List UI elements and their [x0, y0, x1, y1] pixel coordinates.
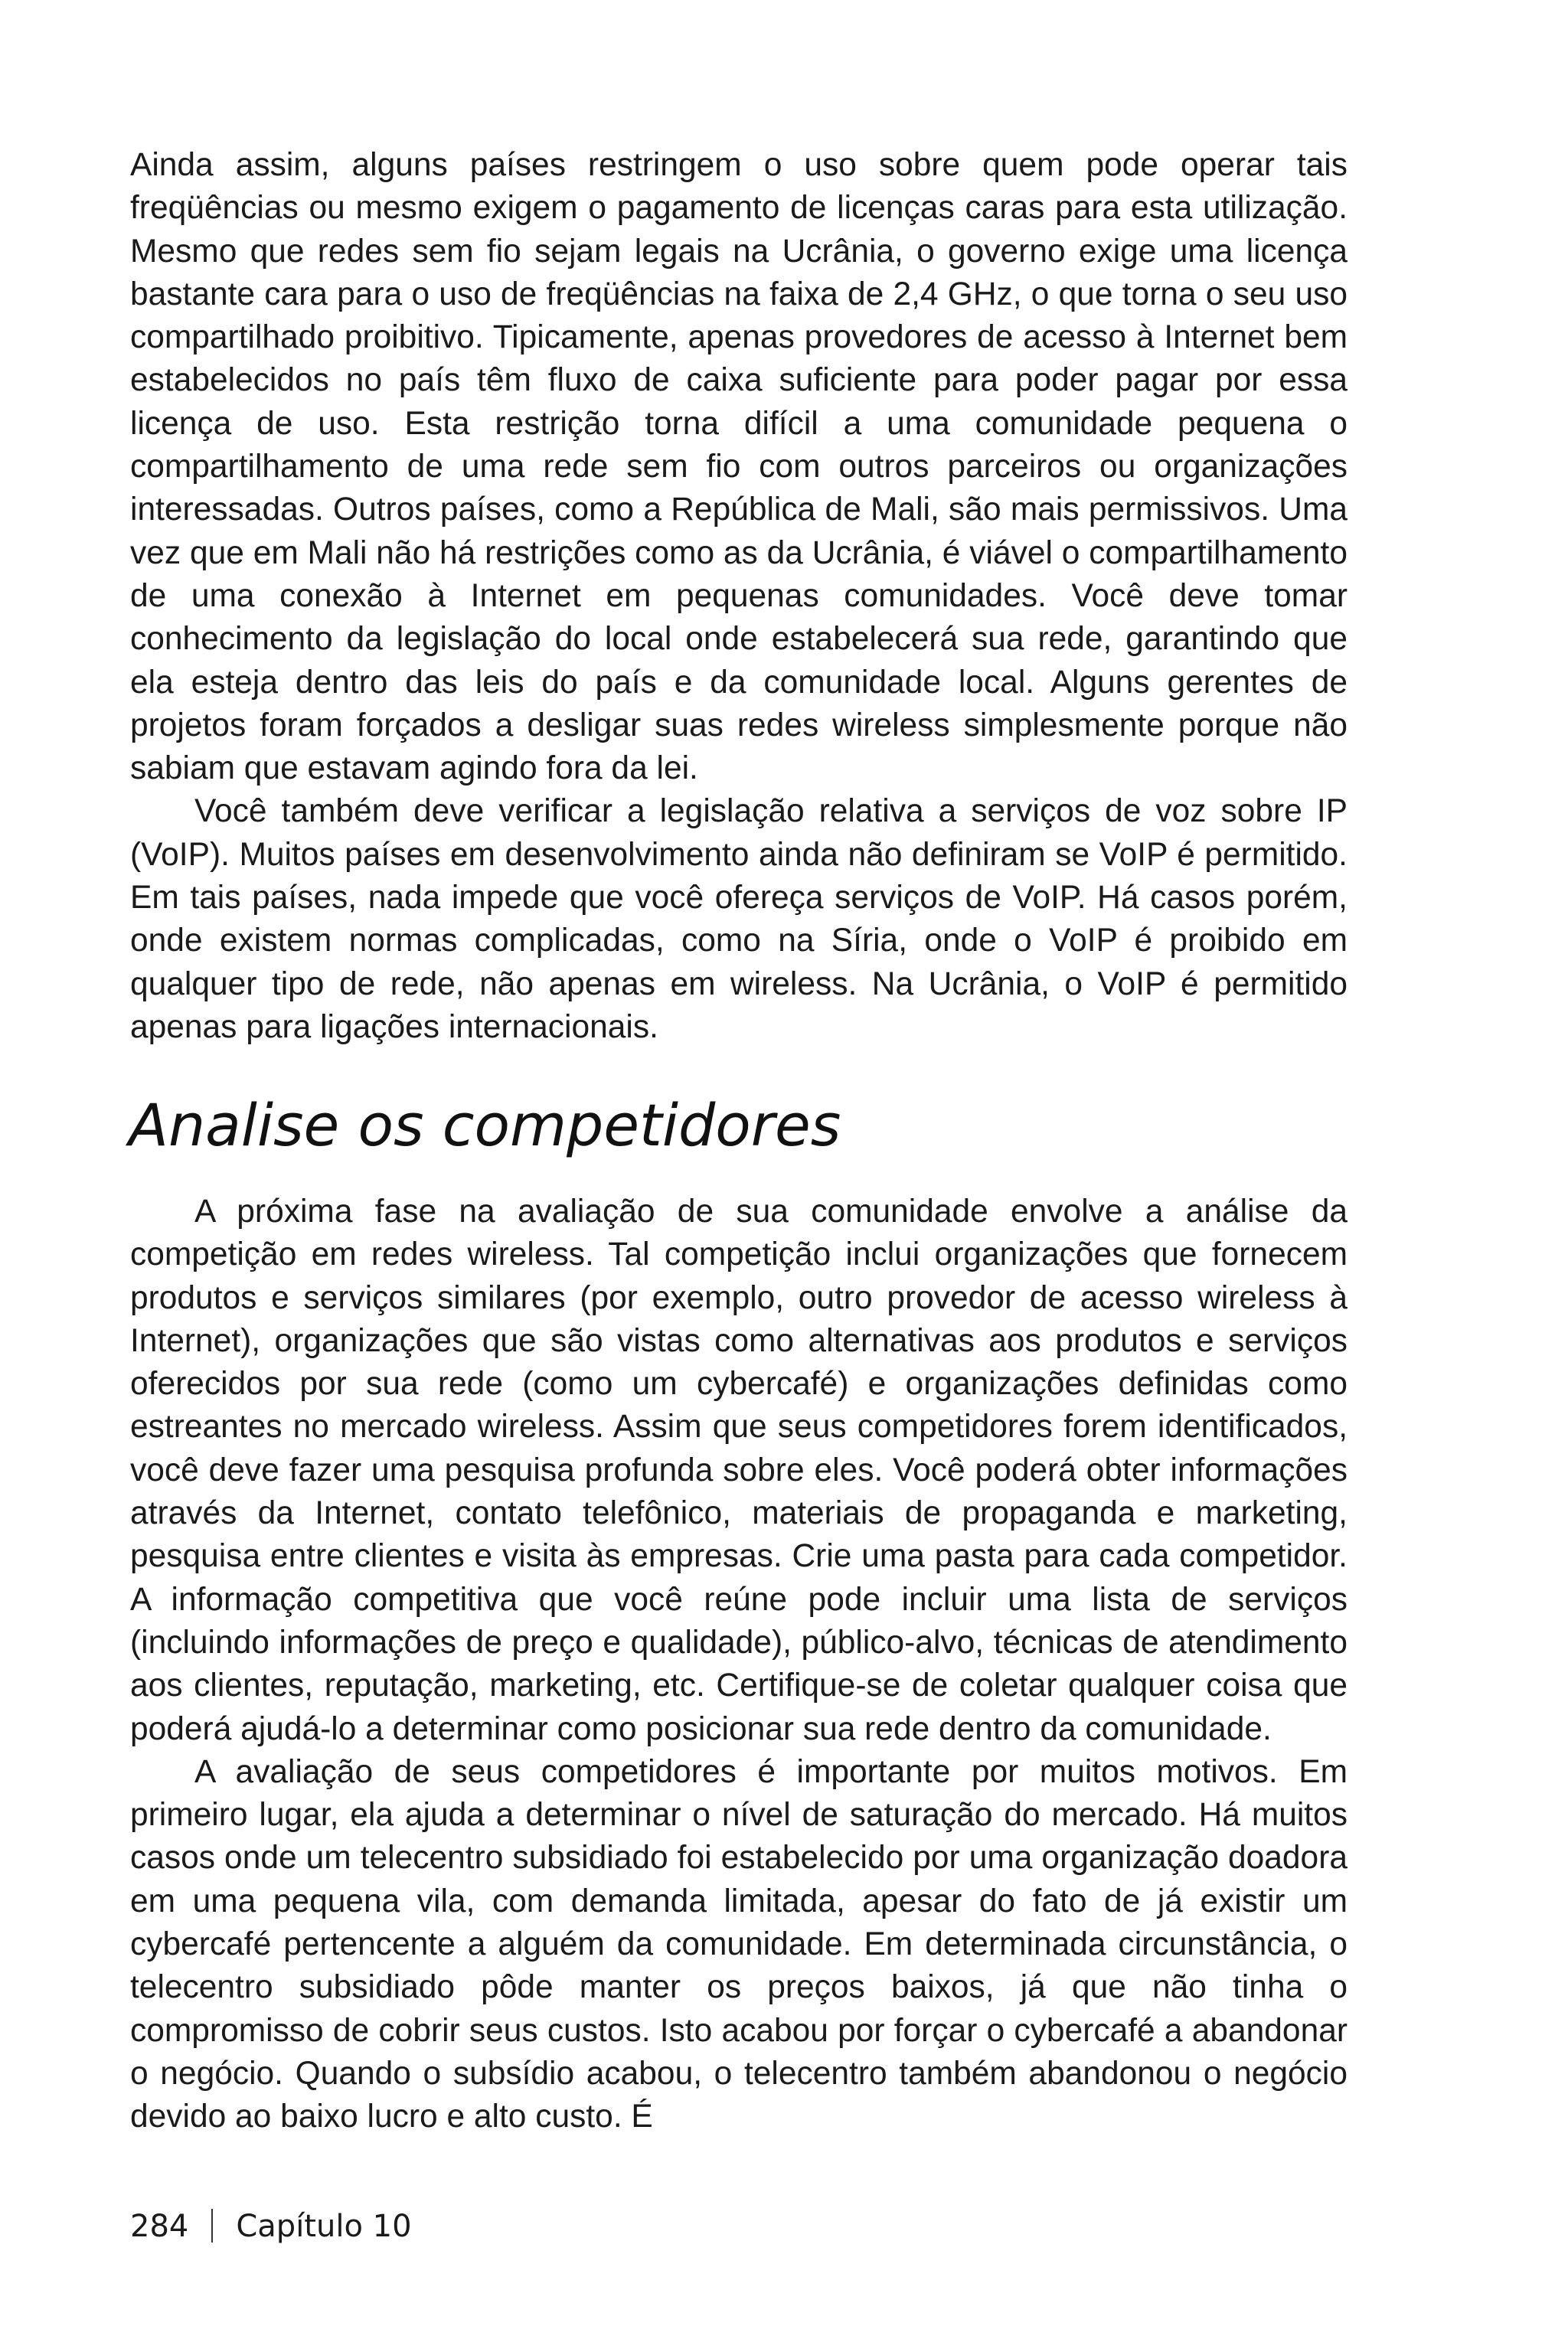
footer-separator: [211, 2209, 213, 2243]
paragraph: A próxima fase na avaliação de sua comunidade envolve a análise da competição em redes wireless. Tal competição inclui organizações que fornecem produtos e serviços similares (por exemplo, outro provedor de acesso wireless à Internet), organizações que são vistas como alternativas aos produtos e serviços oferecidos por sua rede (como um cybercafé) e organizações definidas como estreantes no mercado wireless. Assim que seus competidores forem identificados, você deve fazer uma pesquisa profunda sobre eles. Você poderá obter informações através da Internet, contato telefônico, materiais de propaganda e marketing, pesquisa entre clientes e visita às empresas. Crie uma pasta para cada competidor. A informação competitiva que você reúne pode incluir uma lista de serviços (incluindo informações de preço e qualidade), público-alvo, técnicas de atendimento aos clientes, reputação, marketing, etc. Certifique-se de coletar qualquer coisa que poderá ajudá-lo a determinar como posicionar sua rede dentro da comunidade.: [130, 1194, 1348, 1747]
chapter-label: Capítulo 10: [236, 2209, 412, 2244]
paragraph: Ainda assim, alguns países restringem o uso sobre quem pode operar tais freqüências ou mesmo exigem o pagamento de licenças caras para esta utilização. Mesmo que redes sem fio sejam legais na Ucrânia, o governo exige uma licença bastante cara para o uso de freqüências na faixa de 2,4 GHz, o que torna o seu uso compartilhado proibitivo. Tipicamente, apenas provedores de acesso à Internet bem estabelecidos no país têm fluxo de caixa suficiente para poder pagar por essa licença de uso. Esta restrição torna difícil a uma comunidade pequena o compartilhamento de uma rede sem fio com outros parceiros ou organizações interessadas. Outros países, como a República de Mali, são mais permissivos. Uma vez que em Mali não há restrições como as da Ucrânia, é viável o compartilhamento de uma conexão à Internet em pequenas comunidades. Você deve tomar conhecimento da legislação do local onde estabelecerá sua rede, garantindo que ela esteja dentro das leis do país e da comunidade local. Alguns gerentes de projetos foram forçados a desligar suas redes wireless simplesmente porque não sabiam que estavam agindo fora da lei.: [130, 147, 1348, 787]
paragraph: A avaliação de seus competidores é importante por muitos motivos. Em primeiro lugar, ela ajuda a determinar o nível de saturação do mercado. Há muitos casos onde um telecentro subsidiado foi estabelecido por uma organização doadora em uma pequena vila, com demanda limitada, apesar do fato de já existir um cybercafé pertencente a alguém da comunidade. Em determinada circunstância, o telecentro subsidiado pôde manter os preços baixos, já que não tinha o compromisso de cobrir seus custos. Isto acabou por forçar o cybercafé a abandonar o negócio. Quando o subsídio acabou, o telecentro também abandonou o negócio devido ao baixo lucro e alto custo. É: [130, 1753, 1348, 2135]
page-number: 284: [130, 2209, 189, 2244]
page-footer: [130, 2205, 412, 2248]
body-text-block-2: [130, 1191, 1348, 2139]
paragraph: Você também deve verificar a legislação relativa a serviços de voz sobre IP (VoIP). Muitos países em desenvolvimento ainda não definiram se VoIP é permitido. Em tais países, nada impede que você ofereça serviços de VoIP. Há casos porém, onde existem normas complicadas, como na Síria, onde o VoIP é proibido em qualquer tipo de rede, não apenas em wireless. Na Ucrânia, o VoIP é permitido apenas para ligações internacionais.: [130, 793, 1348, 1045]
body-text-block-1: [130, 144, 1348, 1049]
section-heading: Analise os competidores: [129, 1091, 841, 1159]
